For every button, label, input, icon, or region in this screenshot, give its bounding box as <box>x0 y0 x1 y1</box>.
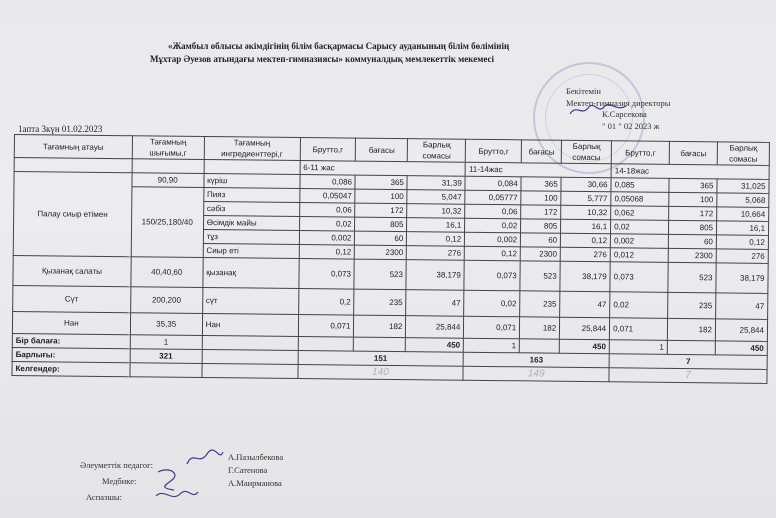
col-header: Тағамның атауы <box>14 135 132 159</box>
cell: 0,02 <box>465 218 521 233</box>
cell: 0,05068 <box>611 192 669 207</box>
per-child-sum: 450 <box>406 338 464 353</box>
col-header: Брутто,г <box>611 141 669 165</box>
per-child-value: 1 <box>130 335 202 350</box>
cell: 10,32 <box>407 204 465 219</box>
cell: 0,05777 <box>465 190 521 205</box>
cell: 235 <box>354 289 406 316</box>
ingredient: күріш <box>204 173 300 188</box>
cell: 47 <box>716 293 768 320</box>
per-child-sum: 450 <box>559 339 609 354</box>
age-group: 14-18жас <box>611 164 769 180</box>
approval-director-name: К.Сарсекова <box>602 109 647 119</box>
ingredient: тұз <box>203 229 299 244</box>
approval-title: Бекітемін <box>566 86 601 96</box>
cell: 523 <box>354 259 406 290</box>
cell: 5,047 <box>407 190 465 205</box>
col-header: Барлық сомасы <box>717 142 769 166</box>
dish-yield: 90,90 <box>132 173 204 188</box>
cell: 0,12 <box>716 235 768 250</box>
cell: 0,073 <box>298 258 354 289</box>
cell: 0,12 <box>561 233 611 248</box>
dish-name: Палау сиыр етімен <box>13 172 132 257</box>
cell: 0,086 <box>300 174 356 189</box>
cell: 10,32 <box>561 205 611 220</box>
cell: 805 <box>669 220 717 235</box>
arrived-group: 140 <box>298 364 464 380</box>
cell: 30,66 <box>561 177 611 192</box>
approval-block <box>566 86 671 132</box>
cell: 276 <box>560 247 610 262</box>
per-child-count: 1 <box>464 338 520 353</box>
cell: 365 <box>521 177 561 191</box>
total-label: Барлығы: <box>12 347 130 362</box>
cell: 365 <box>355 175 407 190</box>
cell: 0,012 <box>610 248 668 263</box>
footer-names <box>228 451 283 490</box>
per-child-sum: 450 <box>715 341 767 356</box>
cell: 235 <box>668 292 716 319</box>
nurse-label: Медбике: <box>102 476 137 486</box>
cell: 60 <box>355 231 407 246</box>
cell: 182 <box>667 318 715 341</box>
cell: 0,05047 <box>299 188 355 203</box>
ingredient: сәбіз <box>203 201 299 216</box>
cell: 25,844 <box>560 317 610 340</box>
cell: 172 <box>521 205 561 219</box>
cell: 60 <box>668 234 716 249</box>
cell: 0,062 <box>611 206 669 221</box>
cell: 16,1 <box>716 221 768 236</box>
cell: 0,073 <box>610 262 668 293</box>
institution-header <box>150 40 590 66</box>
total-value: 321 <box>130 349 202 364</box>
cell: 0,06 <box>299 202 355 217</box>
cell: 805 <box>521 219 561 233</box>
cell: 47 <box>406 290 464 317</box>
ingredient: Сиыр еті <box>203 243 299 258</box>
nurse-name: Г.Сатенова <box>228 465 268 475</box>
header-line-2: Мұхтар Әуезов атындағы мектеп-гимназиясы» коммуналдық мемлекеттік мекемесі <box>150 54 494 64</box>
approval-position: Мектеп-гимназия директоры <box>566 97 671 108</box>
cell: 0,12 <box>465 246 521 261</box>
dish-name: Нан <box>12 311 130 334</box>
cell: 100 <box>669 192 717 207</box>
cell: 5,777 <box>561 191 611 206</box>
col-header: Брутто,г <box>300 137 356 161</box>
cell: 0,12 <box>299 244 355 259</box>
cell: 0,02 <box>464 290 520 317</box>
cell: 0,085 <box>611 178 669 193</box>
arrived-label: Келгендер: <box>12 361 130 376</box>
cell: 276 <box>407 246 465 261</box>
cell: 0,06 <box>465 204 521 219</box>
pedagogue-signature-icon <box>185 448 225 468</box>
social-pedagogue-name: А.Пазылбекова <box>228 452 284 462</box>
cell: 0,002 <box>465 232 521 247</box>
cell: 0,084 <box>465 176 521 191</box>
cell: 523 <box>668 262 716 293</box>
cell: 38,179 <box>406 260 464 291</box>
per-child-label: Бір балаға: <box>12 333 130 348</box>
age-group: 6-11 жас <box>300 160 466 176</box>
col-header: бағасы <box>669 141 717 165</box>
menu-date: 1апта 3күн 01.02.2023 <box>18 124 103 134</box>
cell: 16,1 <box>561 219 611 234</box>
ingredient: Өсімдік майы <box>203 215 299 230</box>
cell: 0,02 <box>299 216 355 231</box>
cell: 47 <box>560 291 610 318</box>
dish-name: Қызанақ салаты <box>13 255 131 286</box>
cell: 0,02 <box>611 220 669 235</box>
cell: 16,1 <box>407 218 465 233</box>
cell: 0,071 <box>610 318 668 341</box>
cell: 0,071 <box>298 314 354 337</box>
arrived-group: 7 <box>609 368 767 384</box>
cell: 365 <box>669 178 717 193</box>
col-header: Барлық сомасы <box>408 139 466 163</box>
cell: 0,002 <box>299 230 355 245</box>
cook-label: Аспазшы: <box>86 492 122 502</box>
cell: 172 <box>355 203 407 218</box>
cell: 60 <box>521 233 561 247</box>
col-header: Тағамның ингредиенттері,г <box>204 136 300 160</box>
col-header: Брутто,г <box>466 139 522 163</box>
cell: 0,071 <box>464 316 520 339</box>
cell: 38,179 <box>716 263 768 294</box>
dish-yield: 200,200 <box>130 287 202 314</box>
total-group: 7 <box>609 354 767 370</box>
col-header: Барлық сомасы <box>561 140 611 164</box>
cell: 276 <box>716 249 768 264</box>
cell: 2300 <box>668 248 716 263</box>
cell: 805 <box>355 217 407 232</box>
cell: 182 <box>520 317 560 339</box>
dish-yield: 150/25,180/40 <box>131 187 204 258</box>
ingredient: қызанақ <box>203 257 299 288</box>
cell: 100 <box>521 191 561 205</box>
cell: 0,002 <box>610 234 668 249</box>
per-child-count: 1 <box>609 340 667 355</box>
cell: 2300 <box>520 247 560 261</box>
col-header: Тағамның шығымы,г <box>132 136 204 160</box>
approval-date: " 01 " 02 2023 ж <box>602 120 660 131</box>
menu-table <box>11 134 769 384</box>
cell: 38,179 <box>560 261 610 292</box>
social-pedagogue-label: Әлеуметтік педагог: <box>80 460 153 470</box>
dish-yield: 40,40,60 <box>131 257 203 288</box>
ingredient: Нан <box>202 313 298 336</box>
cell: 100 <box>355 189 407 204</box>
cook-name: А.Маирманова <box>228 478 282 488</box>
dish-name: Сүт <box>13 285 131 312</box>
dish-yield: 35,35 <box>130 313 202 336</box>
col-header: бағасы <box>521 140 561 163</box>
cell: 172 <box>669 206 717 221</box>
cell: 5,068 <box>717 193 769 208</box>
cell: 0,12 <box>407 232 465 247</box>
cell: 182 <box>354 315 406 338</box>
cell: 25,844 <box>406 316 464 339</box>
arrived-group: 149 <box>463 366 609 382</box>
ingredient: Пияз <box>203 187 299 202</box>
cell: 235 <box>520 291 560 317</box>
total-group: 151 <box>298 350 464 366</box>
col-header: бағасы <box>356 138 408 162</box>
nurse-cook-signature-icon <box>150 466 200 506</box>
total-group: 163 <box>463 352 609 368</box>
cell: 0,073 <box>464 260 520 291</box>
ingredient: сүт <box>202 287 298 314</box>
cell: 523 <box>520 261 560 291</box>
cell: 31,025 <box>717 179 769 194</box>
cell: 31,39 <box>407 176 465 191</box>
header-line-1: «Жамбыл облысы әкімдігінің білім басқармасы Сарысу ауданының білім бөлімінің <box>168 41 510 51</box>
cell: 0,2 <box>298 288 354 315</box>
cell: 25,844 <box>715 319 767 342</box>
cell: 10,664 <box>717 207 769 222</box>
age-group: 11-14жас <box>465 162 611 178</box>
cell: 2300 <box>355 245 407 260</box>
cell: 0,02 <box>610 292 668 319</box>
